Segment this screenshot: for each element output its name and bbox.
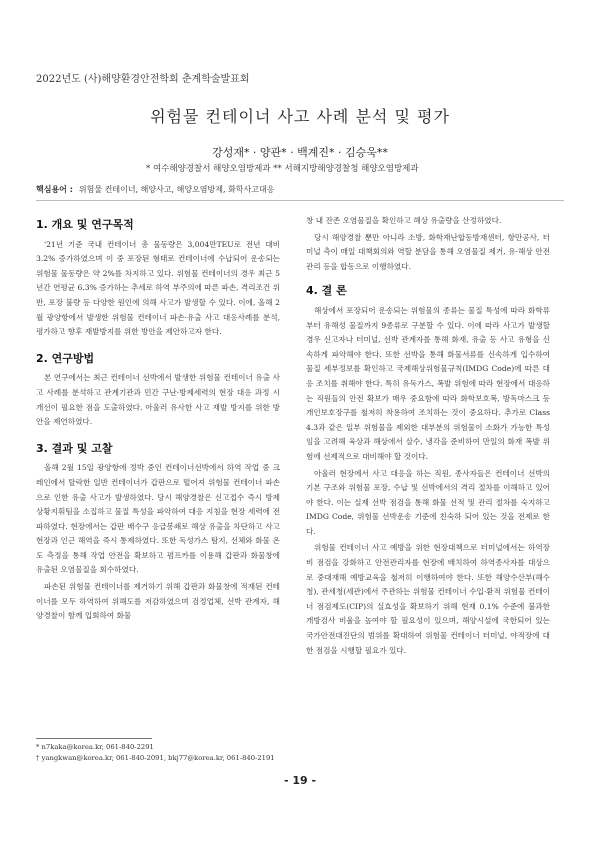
keyword-divider	[36, 200, 564, 201]
keywords-text: 위험물 컨테이너, 해양사고, 해양오염방제, 화학사고대응	[78, 185, 275, 194]
section-heading: 3. 결과 및 고찰	[36, 441, 113, 455]
paragraph: 위험물 컨테이너 사고 예방을 위한 현장대책으로 터미널에서는 하역장비 점검을 강화하고 안전관리자를 현장에 배치하여 하역종사자를 대상으로 중대재해 예방교육을 철저히 이행하여야 한다. 또한 해양수산부(해수청), 관세청(세관)에서 주관하는 위험물 컨테이너 수입·환적 위험물 컨테이너 점검제도(CIP)의 실효성을 확보하기 위해 현재 0.1% 수준에 불과한 개방검사 비율을 높여야 할 필요성이 있으며, 해양시설에 국한되어 있는 국가안전대진단의 범위를 확대하여 위험물 컨테이너 터미널, 야적장에 대한 점검을 시행할 필요가 있다.	[306, 543, 550, 655]
paragraph: '21년 기준 국내 컨테이너 총 물동량은 3,004만TEU로 전년 대비 3.2% 증가하였으며 이 중 포장된 형태로 컨테이너에 수납되어 운송되는 위험물 물동량은 약 2%를 차지하고 있다. 위험물 컨테이너의 경우 최근 5년간 연평균 6.3% 증가하는 추세로 하역 부주의에 따른 파손, 격리조건 위반, 포장 불량 등 다양한 원인에 의해 사고가 발생할 수 있다. 이에, 올해 2월 광양항에서 발생한 위험물 컨테이너 파손·유출 사고 대응사례를 분석, 평가하고 향후 재발방지를 위한 방안을 제안하고자 한다.	[36, 239, 280, 337]
footnote: † yangkwan@korea.kr, 061-840-2091, bkj77@korea.kr, 061-840-2191	[36, 754, 275, 762]
section-heading: 1. 개요 및 연구목적	[36, 218, 134, 231]
keywords	[36, 184, 274, 195]
paragraph: 올해 2월 15일 광양항에 정박 중인 컨테이너선박에서 하역 작업 중 크레인에서 탈락한 일반 컨테이너가 갑판으로 떨어져 위험물 컨테이너 파손으로 인한 유출 사고가 발생하였다. 당시 해양경찰은 신고접수 즉시 방제상황지휘팀을 소집하고 물질 특성을 파악하여 대응 지침을 현장 세력에 전파하였다. 현장에서는 갑판 배수구 응급봉쇄로 해상 유출을 차단하고 사고 현장과 인근 해역을 즉시 통제하였다. 또한 독성가스 탐지, 선체와 화물 온도 측정을 통해 작업 안전을 확보하고 펌프카를 이용해 갑판과 화물창에 유출된 오염물질을 회수하였다.	[36, 463, 280, 575]
left-column	[36, 218, 280, 626]
section-heading: 4. 결 론	[306, 284, 347, 298]
paragraph: 당시 해양경찰 뿐만 아니라 소방, 화학재난합동방재센터, 항만공사, 터미널 측이 매일 대책회의와 역할 분담을 통해 오염물질 제거, 유·해상 안전관리 등을 합동으로 이행하였다.	[306, 232, 550, 271]
affiliations: * 여수해양경찰서 해양오염방제과 ** 서해지방해양경찰청 해양오염방제과	[146, 164, 419, 174]
paragraph: 창 내 잔존 오염물질을 확인하고 해상 유출량을 산정하였다.	[306, 216, 502, 225]
section-heading: 2. 연구방법	[36, 351, 95, 365]
paragraph: 본 연구에서는 최근 컨테이너 선박에서 발생한 위험물 컨테이너 유출 사고 사례를 분석하고 관계기관과 민간 구난·방제세력의 현장 대응 과정 시 개선이 필요한 점을 도출하였다. 아울러 유사한 사고 재발 방지를 위한 방안을 제언하였다.	[36, 373, 280, 427]
footnote: * n7kaka@korea.kr, 061-840-2291	[36, 743, 154, 751]
paper-title: 위험물 컨테이너 사고 사례 분석 및 평가	[150, 107, 450, 126]
paragraph: 해상에서 포장되어 운송되는 위험물의 종류는 물질 특성에 따라 화학류부터 유해성 물질까지 9종류로 구분할 수 있다. 이에 따라 사고가 발생할 경우 신고자나 터미널, 선박 관계자를 통해 화재, 유출 등 사고 유형을 신속하게 파악해야 한다. 또한 선박을 통해 화물서류를 신속하게 입수하여 물질 세부정보를 확인하고 국제해상위험물규칙(IMDG Code)에 따른 대응 조치를 취해야 한다. 특히 유독가스, 폭발 위험에 따라 현장에서 대응하는 직원들의 안전 확보가 매우 중요함에 따라 화학보호복, 방독마스크 등 개인보호장구를 철저히 착용하여 조치하는 것이 중요하다. 추가로 Class 4.3과 같은 일부 위험물을 제외한 대부분의 위험물이 소화가 가능한 특성임을 고려해 육상과 해상에서 살수, 냉각을 준비하여 만일의 화재 폭발 위험에 선제적으로 대비해야 할 것이다.	[306, 305, 550, 461]
page-number: - 19 -	[283, 774, 317, 787]
paragraph: 아울러 현장에서 사고 대응을 하는 직원, 종사자들은 컨테이너 선박의 기본 구조와 위험물 포장, 수납 및 선박에서의 격리 절차를 이해하고 있어야 한다. 이는 실제 선박 점검을 통해 화물 선적 및 관리 절차를 숙지하고 IMDG Code, 위험물 선박운송 기준에 친숙하 되어 있는 것을 전제로 한다.	[306, 468, 550, 536]
footnote-divider	[36, 738, 152, 739]
keywords-label: 핵심용어 :	[36, 185, 73, 194]
right-column	[306, 214, 550, 660]
author-list: 강성재* · 양관* · 백계진* · 김승욱**	[212, 146, 388, 159]
conference-header: 2022년도 (사)해양환경안전학회 춘계학술발표회	[36, 74, 250, 85]
paragraph: 파손된 위험물 컨테이너를 제거하기 위해 갑판과 화물창에 적재된 컨테이너를 모두 하역하여 위해도를 저감하였으며 검정업체, 선박 관계자, 해양경찰이 함께 입회하여 화물	[36, 582, 280, 621]
